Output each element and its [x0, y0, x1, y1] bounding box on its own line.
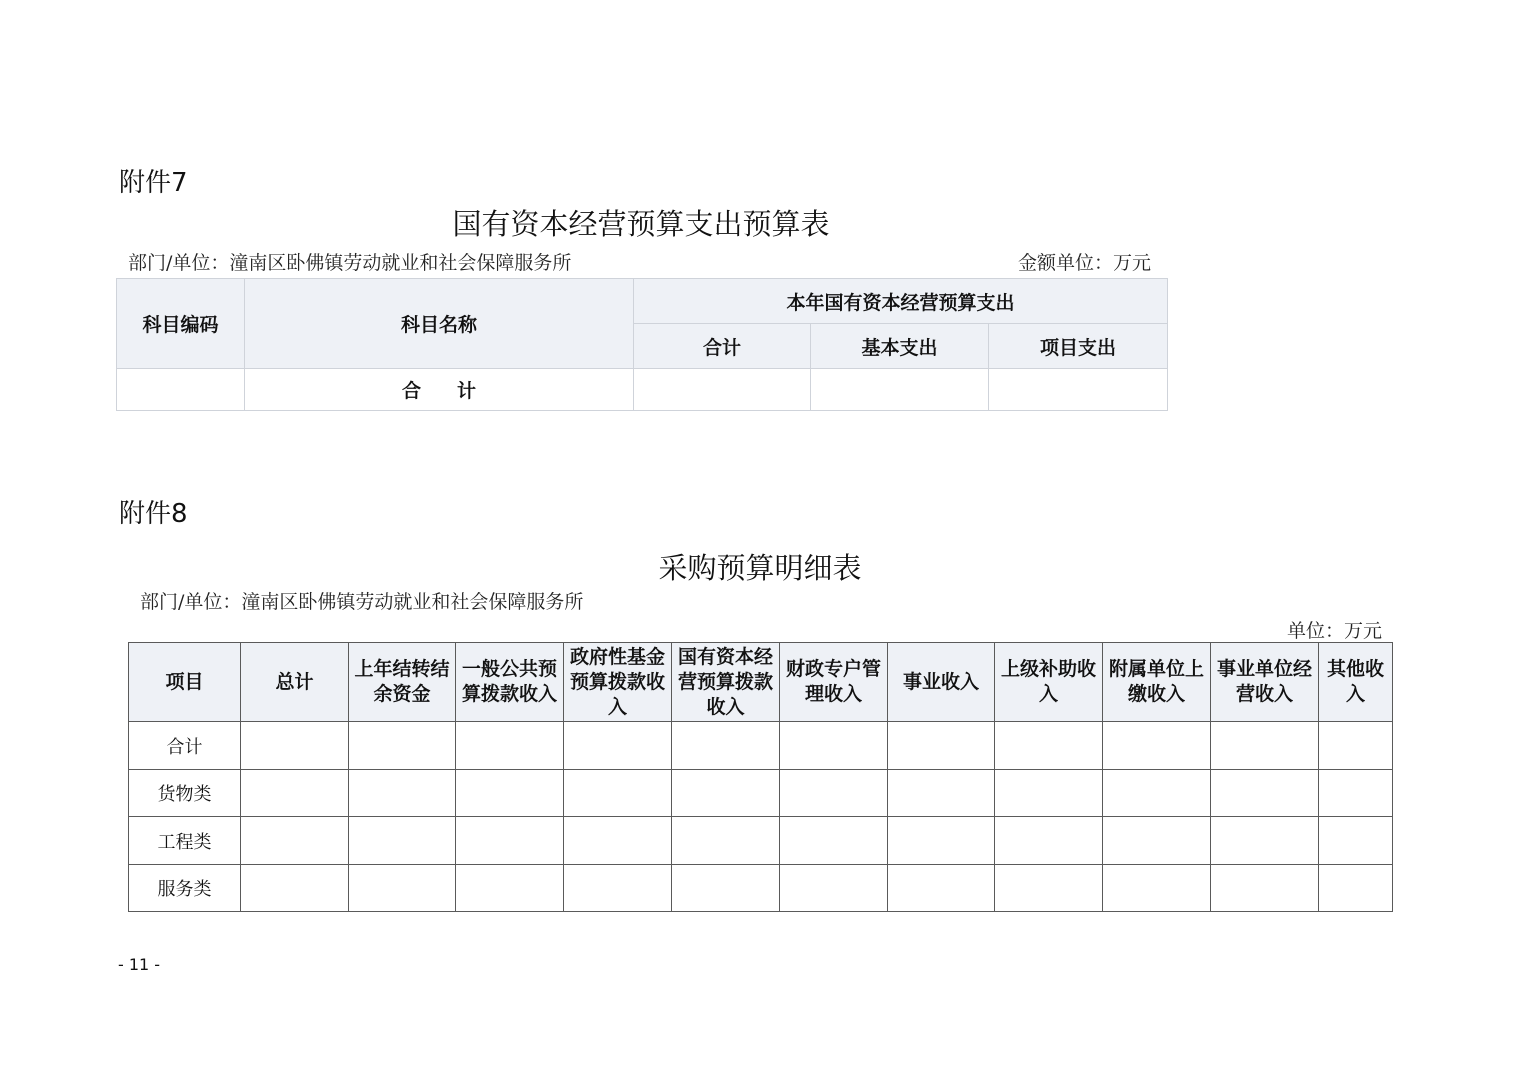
header-subject-name: 科目名称 — [245, 279, 634, 369]
header-state-capital: 国有资本经营预算拨款收入 — [672, 643, 780, 722]
attachment-8-title: 采购预算明细表 — [658, 551, 862, 585]
row-label: 服务类 — [129, 865, 241, 912]
state-capital-budget-table — [116, 278, 1168, 411]
attachment-7-title: 国有资本经营预算支出预算表 — [452, 207, 830, 241]
procurement-budget-table — [128, 642, 1393, 912]
attachment-7-label: 附件7 — [119, 168, 188, 198]
cell-basic — [811, 369, 989, 411]
header-grand-total: 总计 — [241, 643, 349, 722]
attachment-8-unit: 单位：万元 — [1287, 620, 1383, 642]
header-operating-income: 事业单位经营收入 — [1211, 643, 1319, 722]
header-project-expenditure: 项目支出 — [989, 324, 1168, 369]
table-row — [129, 722, 1393, 770]
table-row — [117, 369, 1168, 411]
page-number: - 11 - — [118, 955, 161, 974]
header-other-income: 其他收入 — [1319, 643, 1393, 722]
row-label: 合计 — [129, 722, 241, 770]
total-row-label: 合计 — [401, 380, 512, 402]
cell-project — [989, 369, 1168, 411]
row-label: 工程类 — [129, 817, 241, 865]
header-item: 项目 — [129, 643, 241, 722]
attachment-7-unit: 金额单位：万元 — [1018, 252, 1152, 274]
header-general-budget: 一般公共预算拨款收入 — [456, 643, 564, 722]
cell-code — [117, 369, 245, 411]
table-row — [129, 865, 1393, 912]
cell-total-label — [245, 369, 634, 411]
header-subsidiary-remit: 附属单位上缴收入 — [1103, 643, 1211, 722]
table-row — [129, 817, 1393, 865]
header-current-year-expenditure: 本年国有资本经营预算支出 — [634, 279, 1168, 324]
header-gov-fund: 政府性基金预算拨款收入 — [564, 643, 672, 722]
header-business-income: 事业收入 — [888, 643, 995, 722]
header-subject-code: 科目编码 — [117, 279, 245, 369]
attachment-8-label: 附件8 — [119, 499, 188, 529]
header-superior-subsidy: 上级补助收入 — [995, 643, 1103, 722]
header-special-account: 财政专户管理收入 — [780, 643, 888, 722]
header-carryover: 上年结转结余资金 — [349, 643, 456, 722]
header-basic-expenditure: 基本支出 — [811, 324, 989, 369]
table-row — [129, 770, 1393, 817]
cell-total — [634, 369, 811, 411]
attachment-8-dept: 部门/单位：潼南区卧佛镇劳动就业和社会保障服务所 — [140, 591, 584, 613]
header-total: 合计 — [634, 324, 811, 369]
row-label: 货物类 — [129, 770, 241, 817]
attachment-7-dept: 部门/单位：潼南区卧佛镇劳动就业和社会保障服务所 — [128, 252, 572, 274]
